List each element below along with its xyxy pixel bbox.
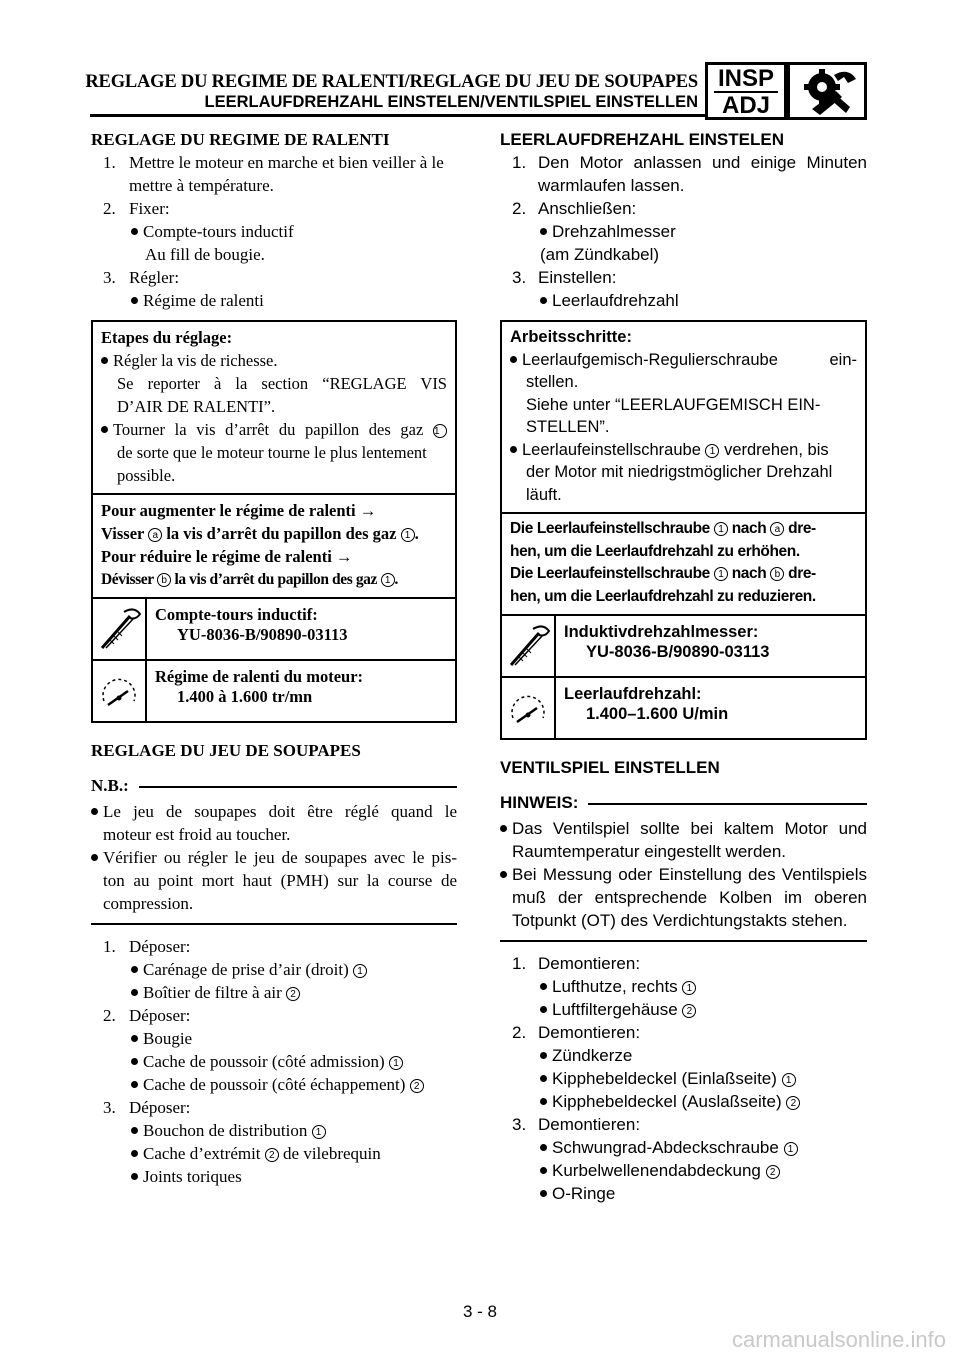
text: Au fill de bougie. — [145, 245, 265, 264]
text: stellen. — [526, 373, 579, 391]
text: 1 — [381, 573, 395, 587]
spec-row — [93, 659, 455, 721]
text-line — [510, 439, 857, 462]
ref-1: 1 — [433, 424, 447, 438]
text: 3. — [512, 268, 527, 287]
text: Régler la vis de richesse. — [113, 351, 278, 370]
bullet — [131, 1058, 138, 1065]
text-line: Dévisser b la vis d’arrêt du papillon des gaz 1 . — [101, 571, 398, 588]
text: D’AIR DE RALENTI”. — [117, 397, 276, 416]
text: Régime de ralenti — [143, 291, 264, 310]
spec-row — [502, 676, 865, 738]
text-line — [91, 220, 457, 243]
text: O-Ringe — [552, 1184, 616, 1203]
text: warmlaufen lassen. — [538, 176, 685, 195]
watermark: carmanualsonline.info — [731, 1327, 946, 1352]
bullet — [540, 1006, 547, 1013]
section-heading: LEERLAUFDREHZAHL EINSTELEN — [500, 130, 784, 149]
text: dre- — [788, 520, 816, 537]
tool-name: Compte-tours inductif: — [155, 605, 318, 624]
text: Luftfiltergehäuse — [552, 1000, 678, 1019]
text: Cache d’extrémit — [143, 1144, 261, 1163]
bullet — [91, 854, 98, 861]
spec-value: 1.400–1.600 U/min — [586, 705, 729, 723]
text: ton au point mort haut (PMH) sur la course de — [103, 871, 457, 890]
text: 2 — [410, 1079, 424, 1093]
bullet — [131, 1035, 138, 1042]
bullet — [540, 1098, 547, 1105]
text-line — [500, 1182, 867, 1205]
text: 1. — [512, 153, 527, 172]
text: Joints toriques — [143, 1167, 242, 1186]
text-line — [91, 981, 457, 1004]
text: Das Ventilspiel sollte bei kaltem Motor und — [512, 819, 867, 838]
tool-part-number: YU-8036-B/90890-03113 — [586, 643, 770, 661]
bullet — [540, 1144, 547, 1151]
bullet — [540, 228, 547, 235]
text: hen, um die Leerlaufdrehzahl zu reduzieren. — [510, 587, 816, 605]
text: Visser — [101, 524, 145, 543]
french-column — [91, 128, 457, 1188]
step-text: Fixer: — [129, 199, 170, 218]
text: 2. — [103, 1006, 116, 1025]
bullet — [510, 356, 517, 363]
header-title-german: LEERLAUFDREHZAHL EINSTELEN/VENTILSPIEL EINSTELLEN — [204, 93, 698, 111]
text-line — [91, 1027, 457, 1050]
text: 1 — [714, 567, 728, 581]
text: la vis d’arrêt du papillon des gaz — [174, 571, 378, 588]
header-title-french: REGLAGE DU REGIME DE RALENTI/REGLAGE DU JEU DE SOUPAPES — [85, 72, 698, 92]
text-line — [101, 349, 447, 372]
text-line — [91, 958, 457, 981]
box-title: Etapes du réglage: — [101, 328, 233, 347]
text-line — [91, 1142, 457, 1165]
text-line — [500, 998, 867, 1021]
text-line — [91, 1165, 457, 1188]
insp-adj-badge — [705, 62, 787, 120]
text: 2. — [512, 199, 527, 218]
text: 1 — [714, 522, 728, 536]
bullet — [540, 983, 547, 990]
text: 1 — [353, 964, 367, 978]
section-heading: VENTILSPIEL EINSTELLEN — [500, 758, 720, 777]
text: Se reporter à la section “REGLAGE VIS — [117, 374, 447, 393]
text: Siehe unter “LEERLAUFGEMISCH EIN- — [526, 395, 821, 414]
text: Kipphebeldeckel (Auslaßseite) — [552, 1092, 782, 1111]
text: 2 — [786, 1096, 800, 1110]
note-header — [500, 793, 867, 813]
tool-row — [93, 597, 455, 659]
text: Leerlaufeinstellschraube — [522, 440, 701, 459]
text: 1. — [103, 153, 116, 172]
text: Le jeu de soupapes doit être réglé quand le — [103, 802, 457, 821]
text: 2 — [766, 1165, 780, 1179]
wrench-icon — [502, 616, 556, 676]
text-line — [500, 1021, 867, 1044]
text: Vérifier ou régler le jeu de soupapes avec le pis- — [103, 848, 457, 867]
text: Schwungrad-Abdeckschraube — [552, 1138, 779, 1157]
section-heading: REGLAGE DU REGIME DE RALENTI — [91, 130, 390, 149]
text-line — [500, 197, 867, 220]
text-line — [91, 1050, 457, 1073]
text: 1 — [389, 1056, 403, 1070]
text: 2 — [682, 1004, 696, 1018]
text-line — [500, 1044, 867, 1067]
text: Cache de poussoir (côté admission) — [143, 1052, 385, 1071]
text-line — [91, 935, 457, 958]
bullet — [540, 1052, 547, 1059]
text-line — [91, 1119, 457, 1142]
text: 1. — [103, 937, 116, 956]
text: Einstellen: — [538, 268, 617, 287]
text: Carénage de prise d’air (droit) — [143, 960, 349, 979]
page-number: 3 - 8 — [462, 1302, 498, 1321]
text: Bouchon de distribution — [143, 1121, 308, 1140]
text-line — [510, 349, 857, 372]
text-line — [510, 563, 857, 586]
text-line — [91, 800, 457, 823]
text-line — [91, 266, 457, 289]
bullet — [540, 1190, 547, 1197]
text: Die Leerlaufeinstellschraube — [510, 565, 710, 582]
text-line — [101, 418, 447, 441]
text: dre- — [788, 565, 816, 582]
text-line — [91, 1073, 457, 1096]
bullet — [91, 808, 98, 815]
bullet — [500, 825, 507, 832]
text: Déposer: — [129, 1006, 191, 1025]
text-line: Visser a la vis d’arrêt du papillon des gaz 1 . — [101, 524, 419, 543]
text: 1 — [782, 1073, 796, 1087]
text: Cache de poussoir (côté échappement) — [143, 1075, 406, 1094]
text: 1 — [312, 1125, 326, 1139]
text-line — [91, 846, 457, 869]
text: Raumtemperatur eingestellt werden. — [512, 842, 787, 861]
bullet — [131, 1081, 138, 1088]
text: der Motor mit niedrigstmöglicher Drehzahl — [526, 463, 833, 481]
text: Totpunkt (OT) des Verdichtungstakts stehen. — [512, 911, 848, 930]
text: nach — [731, 565, 767, 582]
text: Kipphebeldeckel (Einlaßseite) — [552, 1069, 777, 1088]
text: 3. — [103, 268, 116, 287]
text: verdrehen, bis — [724, 440, 829, 459]
text: 1 — [784, 1142, 798, 1156]
text: läuft. — [526, 485, 562, 504]
text: 2. — [512, 1023, 527, 1042]
text: b — [770, 567, 784, 581]
text-line — [500, 817, 867, 840]
bullet — [540, 297, 547, 304]
text-line — [91, 197, 457, 220]
text: 1 — [682, 981, 696, 995]
badge-insp: INSP — [714, 67, 778, 93]
wrench-icon — [93, 599, 147, 659]
section-heading: REGLAGE DU JEU DE SOUPAPES — [91, 741, 361, 760]
text: muß der entsprechende Kolben im oberen — [512, 888, 867, 907]
text: hen, um die Leerlaufdrehzahl zu erhöhen. — [510, 542, 800, 560]
bullet — [131, 1150, 138, 1157]
tool-part-number: YU-8036-B/90890-03113 — [177, 625, 348, 644]
text: compression. — [103, 894, 194, 913]
text: Anschließen: — [538, 199, 637, 218]
bullet — [540, 1075, 547, 1082]
bullet — [131, 966, 138, 973]
spec-name: Régime de ralenti du moteur: — [155, 667, 364, 686]
bullet — [101, 426, 108, 433]
text-line — [500, 1113, 867, 1136]
text-line — [500, 952, 867, 975]
text: Boîtier de filtre à air — [143, 983, 282, 1002]
text: (am Zündkabel) — [540, 245, 660, 264]
bullet — [540, 1167, 547, 1174]
bullet — [510, 446, 517, 453]
text-line — [500, 975, 867, 998]
text-line — [510, 518, 857, 541]
text: de sorte que le moteur tourne le plus lentement — [117, 443, 427, 462]
bullet — [131, 1173, 138, 1180]
step-text: Den Motor anlassen und einige Minuten — [538, 153, 867, 172]
bullet — [131, 228, 138, 235]
badge-adj: ADJ — [721, 92, 770, 119]
text: Zündkerze — [552, 1046, 633, 1065]
text: Leerlaufgemisch-Regulierschraube ein- — [522, 350, 857, 369]
text: Pour réduire le régime de ralenti → — [101, 547, 353, 566]
text: N.B.: — [91, 776, 129, 795]
text: Demontieren: — [538, 954, 641, 973]
text: a — [770, 522, 784, 536]
text: Die Leerlaufeinstellschraube — [510, 520, 710, 537]
spec-value: 1.400 à 1.600 tr/mn — [177, 687, 313, 706]
step-text: Mettre le moteur en marche et bien veiller à le — [129, 153, 444, 172]
text-line — [500, 151, 867, 174]
tool-name: Induktivdrehzahlmesser: — [564, 623, 759, 641]
text-line — [500, 1067, 867, 1090]
step-text: Régler: — [129, 268, 180, 287]
note-end-rule — [500, 940, 867, 942]
text-line — [500, 1136, 867, 1159]
note-end-rule — [91, 923, 457, 925]
spec-name: Leerlaufdrehzahl: — [564, 685, 702, 703]
text: 3. — [103, 1098, 116, 1117]
text: moteur est froid au toucher. — [103, 825, 291, 844]
ref-a: a — [148, 528, 162, 542]
bullet — [131, 989, 138, 996]
text: nach — [731, 520, 767, 537]
text-line — [500, 1090, 867, 1113]
text: Bougie — [143, 1029, 193, 1048]
text: Demontieren: — [538, 1115, 641, 1134]
text: Tourner la vis d’arrêt du papillon des gaz — [113, 420, 424, 439]
text: Déposer: — [129, 1098, 191, 1117]
bullet — [131, 1127, 138, 1134]
tachometer-icon — [502, 678, 556, 738]
text: Leerlaufdrehzahl — [552, 291, 679, 310]
text: de vilebrequin — [283, 1144, 381, 1163]
adjustment-box — [91, 320, 457, 723]
text-line — [91, 151, 457, 174]
text: Bei Messung oder Einstellung des Ventilspiels — [512, 865, 867, 884]
text-line — [500, 220, 867, 243]
text: 2 — [286, 987, 300, 1001]
text: 2 — [265, 1148, 279, 1162]
ref-b: b — [157, 573, 171, 587]
text: possible. — [117, 466, 176, 485]
note-header — [91, 776, 457, 796]
text-line — [91, 1004, 457, 1027]
text: 3. — [512, 1115, 527, 1134]
text: mettre à température. — [129, 176, 274, 195]
text: 1. — [512, 954, 527, 973]
text: Lufthutze, rechts — [552, 977, 678, 996]
text: Déposer: — [129, 937, 191, 956]
text: Drehzahlmesser — [552, 222, 676, 241]
text-line — [91, 289, 457, 312]
adjustment-box — [500, 320, 867, 740]
text: Kurbelwellenendabdeckung — [552, 1161, 761, 1180]
text: 2. — [103, 199, 116, 218]
text: la vis d’arrêt du papillon des gaz — [166, 524, 397, 543]
text: STELLEN”. — [526, 418, 610, 436]
text: HINWEIS: — [500, 793, 579, 812]
wrench-gear-icon — [787, 62, 867, 120]
text: 1 — [705, 444, 719, 458]
text: Pour augmenter le régime de ralenti → — [101, 501, 377, 520]
text: Compte-tours inductif — [143, 222, 294, 241]
box-title: Arbeitsschritte: — [510, 328, 632, 346]
text-line — [500, 289, 867, 312]
text: 1 — [401, 528, 415, 542]
text-line — [500, 1159, 867, 1182]
text-line — [91, 1096, 457, 1119]
text: Demontieren: — [538, 1023, 641, 1042]
tachometer-icon — [93, 661, 147, 721]
text-line — [500, 266, 867, 289]
tool-row — [502, 614, 865, 676]
text: Dévisser — [101, 571, 154, 588]
text-line — [500, 863, 867, 886]
german-column — [500, 128, 867, 1205]
bullet — [131, 297, 138, 304]
bullet — [101, 357, 108, 364]
bullet — [500, 871, 507, 878]
